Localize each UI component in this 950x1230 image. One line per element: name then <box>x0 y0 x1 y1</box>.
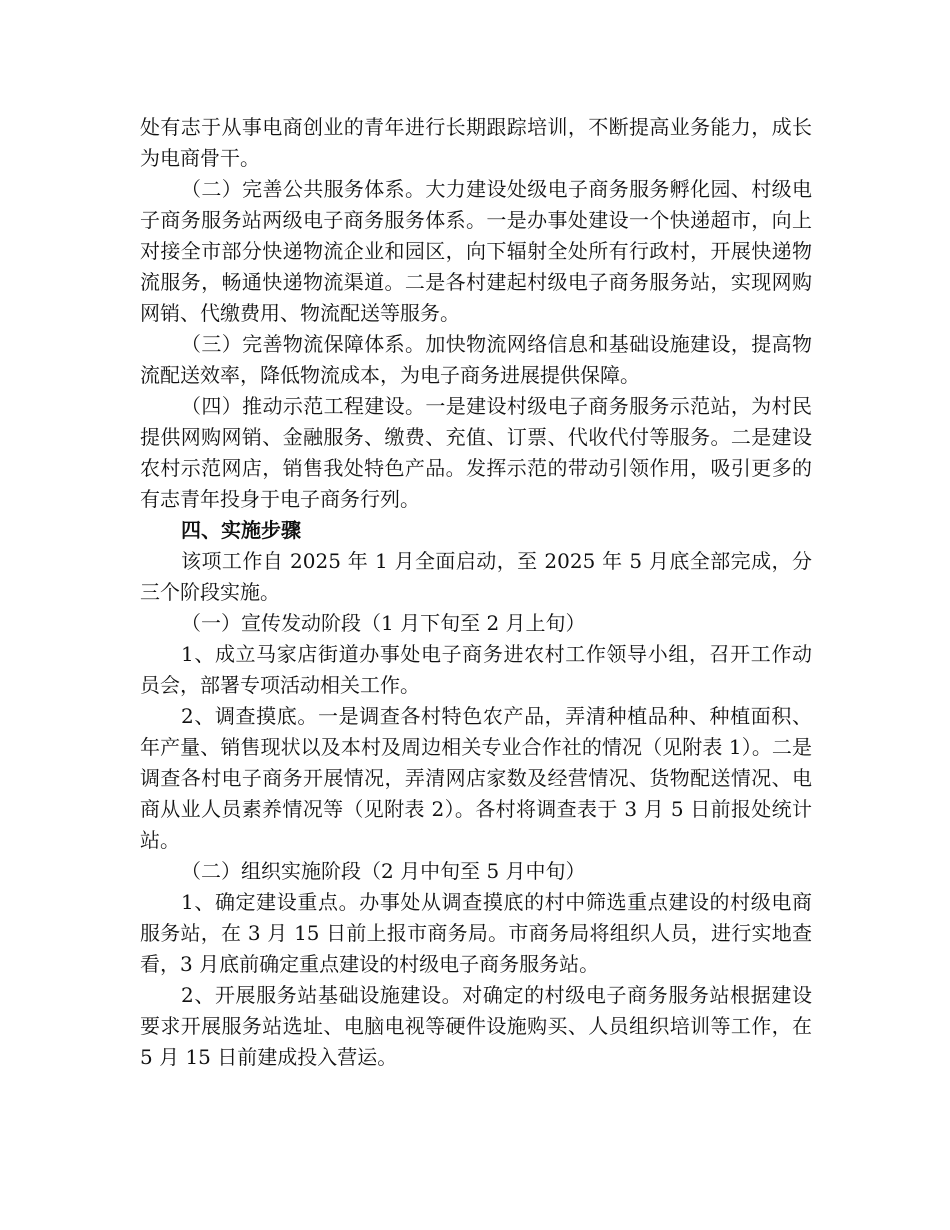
subheading-implementation-stage: （二）组织实施阶段（2 月中旬至 5 月中旬） <box>181 859 586 883</box>
paragraph-infrastructure: 2、开展服务站基础设施建设。对确定的村级电子商务服务站根据建设要求开展服务站选址、电脑电视等硬件设施购买、人员组织培训等工作，在 5 月 15 日前建成投入营运。 <box>140 983 812 1069</box>
paragraph-timeline: 该项工作自 2025 年 1 月全面启动，至 2025 年 5 月底全部完成，分三个阶段实施。 <box>140 549 812 604</box>
subheading-publicity-stage: （一）宣传发动阶段（1 月下旬至 2 月上旬） <box>181 611 586 635</box>
section-heading-implementation-steps: 四、实施步骤 <box>181 518 301 542</box>
paragraph-logistics-system: （三）完善物流保障体系。加快物流网络信息和基础设施建设，提高物流配送效率，降低物流成本，为电子商务进展提供保障。 <box>140 332 812 387</box>
paragraph-demonstration-projects: （四）推动示范工程建设。一是建设村级电子商务服务示范站，为村民提供网购网销、金融服务、缴费、充值、订票、代收代付等服务。二是建设农村示范网店，销售我处特色产品。发挥示范的带动引领作用，吸引更多的有志青年投身于电子商务行列。 <box>140 394 812 511</box>
paragraph-survey: 2、调查摸底。一是调查各村特色农产品，弄清种植品种、种植面积、年产量、销售现状以及本村及周边相关专业合作社的情况（见附表 1）。二是调查各村电子商务开展情况，弄清网店家数及经营情况、货物配送情况、电商从业人员素养情况等（见附表 2）。各村将调查表于 3 月 5 日前报处统计站。 <box>140 704 812 852</box>
paragraph-public-service-system: （二）完善公共服务体系。大力建设处级电子商务服务孵化园、村级电子商务服务站两级电子商务服务体系。一是办事处建设一个快递超市，向上对接全市部分快递物流企业和园区，向下辐射全处所有行政村，开展快递物流服务，畅通快递物流渠道。二是各村建起村级电子商务服务站，实现网购网销、代缴费用、物流配送等服务。 <box>140 177 812 325</box>
paragraph-continuation: 处有志于从事电商创业的青年进行长期跟踪培训，不断提高业务能力，成长为电商骨干。 <box>140 115 812 170</box>
paragraph-leading-group: 1、成立马家店街道办事处电子商务进农村工作领导小组，召开工作动员会，部署专项活动相关工作。 <box>140 642 812 697</box>
document-body <box>140 112 812 1073</box>
paragraph-key-construction: 1、确定建设重点。办事处从调查摸底的村中筛选重点建设的村级电商服务站，在 3 月 15 日前上报市商务局。市商务局将组织人员，进行实地查看，3 月底前确定重点建设的村级电子商务服务站。 <box>140 890 812 976</box>
